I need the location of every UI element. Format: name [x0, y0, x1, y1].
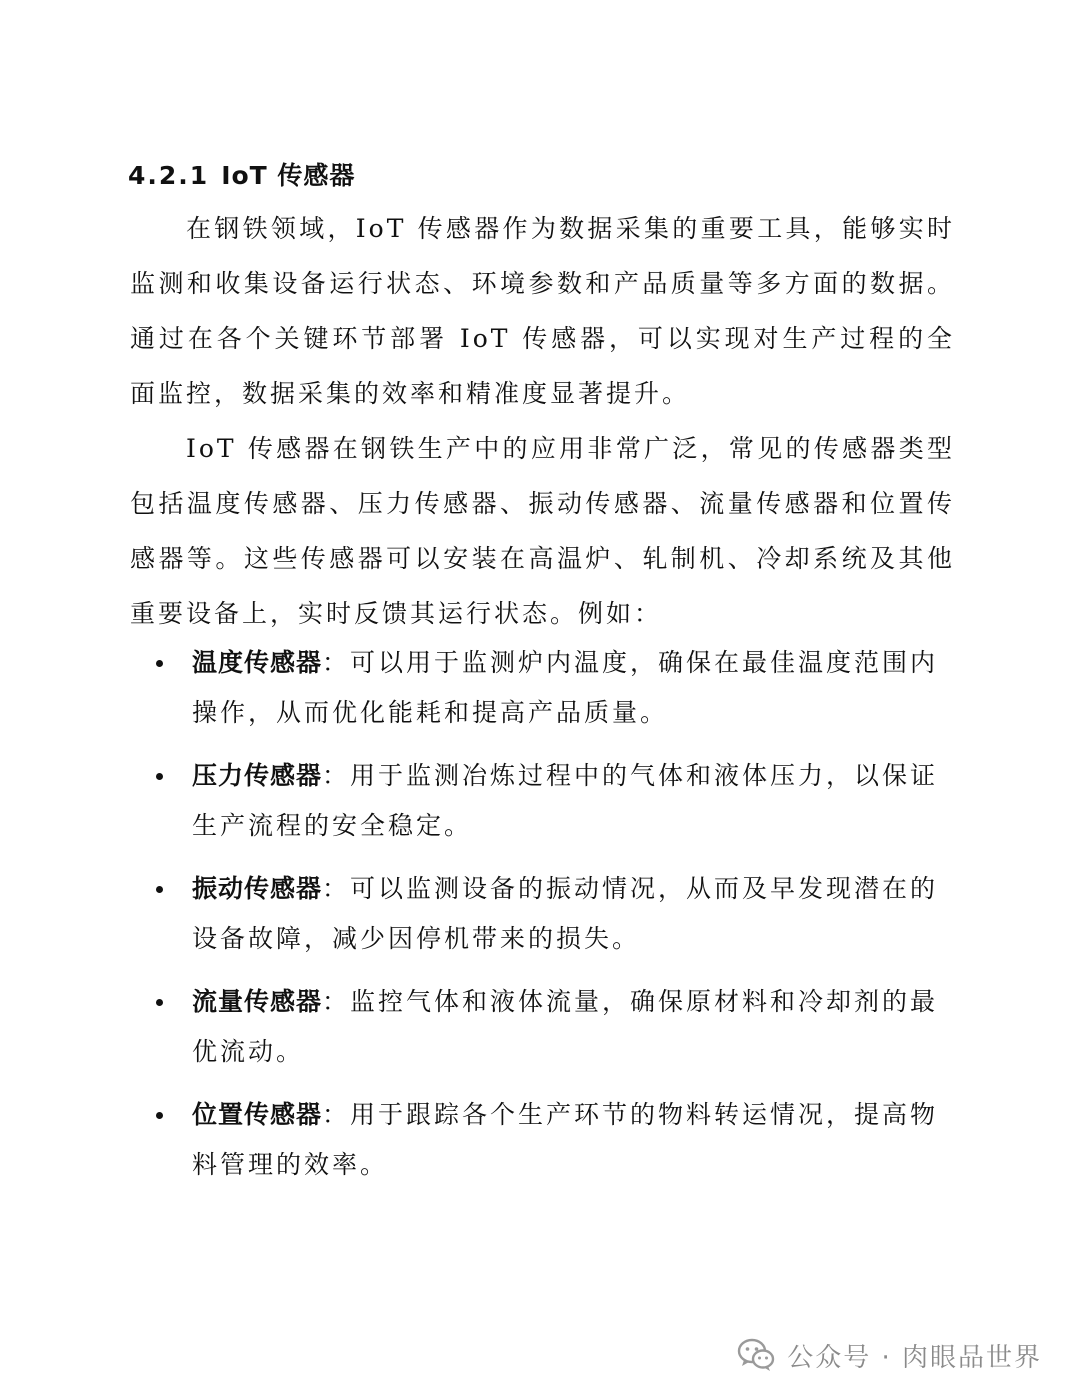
section-number: 4.2.1 — [128, 161, 210, 190]
section-title: IoT 传感器 — [221, 161, 356, 190]
sensor-list — [130, 638, 950, 1203]
paragraph-applications: IoT 传感器在钢铁生产中的应用非常广泛，常见的传感器类型包括温度传感器、压力传感器、振动传感器、流量传感器和位置传感器等。这些传感器可以安装在高温炉、轧制机、冷却系统及其他重要设备上，实时反馈其运行状态。例如： — [130, 434, 955, 628]
paragraph-intro: 在钢铁领域，IoT 传感器作为数据采集的重要工具，能够实时监测和收集设备运行状态、环境参数和产品质量等多方面的数据。通过在各个关键环节部署 IoT 传感器，可以实现对生产过程的全面监控，数据采集的效率和精准度显著提升。 — [130, 214, 955, 408]
sensor-term: 流量传感器 — [192, 987, 323, 1016]
bullet-dot — [156, 1112, 163, 1119]
bullet-dot — [156, 660, 163, 667]
list-item — [130, 751, 950, 851]
sensor-description: ：可以用于监测炉内温度，确保在最佳温度范围内操作，从而优化能耗和提高产品质量。 — [192, 648, 939, 727]
sensor-description: ：用于监测冶炼过程中的气体和液体压力，以保证生产流程的安全稳定。 — [192, 761, 939, 840]
list-item — [130, 977, 950, 1077]
list-item — [130, 1090, 950, 1190]
list-item — [130, 864, 950, 964]
watermark-footer — [737, 1330, 1042, 1380]
sensor-term: 温度传感器 — [192, 648, 323, 677]
bullet-dot — [156, 999, 163, 1006]
sensor-description: ：监控气体和液体流量，确保原材料和冷却剂的最优流动。 — [192, 987, 939, 1066]
sensor-term: 振动传感器 — [192, 874, 323, 903]
sensor-description: ：可以监测设备的振动情况，从而及早发现潜在的设备故障，减少因停机带来的损失。 — [192, 874, 939, 953]
section-heading — [128, 156, 355, 196]
bullet-dot — [156, 886, 163, 893]
bullet-dot — [156, 773, 163, 780]
watermark-text: 公众号 · 肉眼品世界 — [787, 1342, 1042, 1373]
sensor-description: ：用于跟踪各个生产环节的物料转运情况，提高物料管理的效率。 — [192, 1100, 939, 1179]
wechat-icon — [737, 1338, 775, 1372]
list-item — [130, 638, 950, 738]
sensor-term: 压力传感器 — [192, 761, 323, 790]
sensor-term: 位置传感器 — [192, 1100, 323, 1129]
